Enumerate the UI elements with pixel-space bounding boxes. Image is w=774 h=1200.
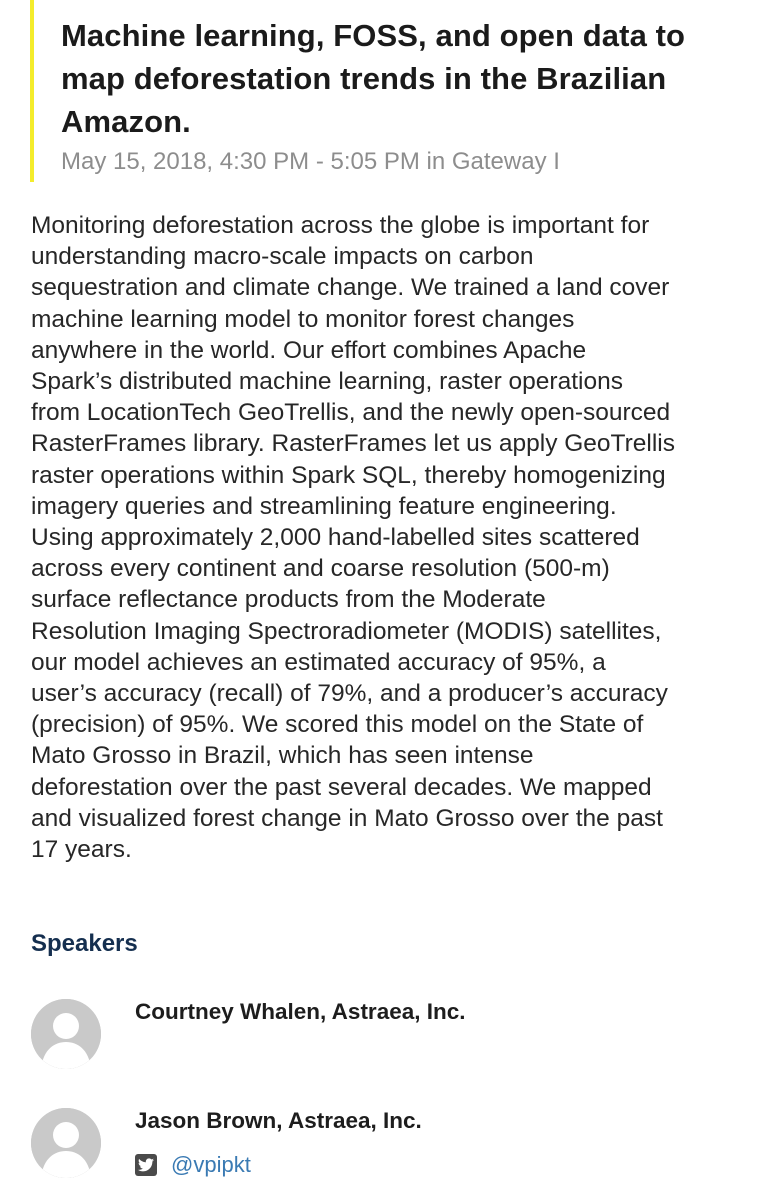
twitter-icon[interactable] bbox=[135, 1154, 157, 1176]
avatar bbox=[31, 999, 101, 1069]
abstract-line: anywhere in the world. Our effort combines Apache bbox=[31, 336, 587, 364]
abstract-line: sequestration and climate change. We trained a land cover bbox=[31, 274, 670, 302]
abstract-line: Monitoring deforestation across the globe is important for bbox=[31, 212, 650, 239]
abstract-line: user’s accuracy (recall) of 79%, and a producer’s accuracy bbox=[31, 680, 668, 708]
default-avatar-icon bbox=[31, 999, 101, 1069]
abstract-line: 17 years. bbox=[31, 836, 132, 864]
abstract-line: Spark’s distributed machine learning, raster operations bbox=[31, 368, 623, 396]
speakers-heading: Speakers bbox=[31, 930, 138, 957]
session-abstract bbox=[31, 210, 751, 865]
abstract-line: RasterFrames library. RasterFrames let us apply GeoTrellis bbox=[31, 430, 675, 458]
default-avatar-icon bbox=[31, 1108, 101, 1178]
abstract-line: machine learning model to monitor forest changes bbox=[31, 305, 575, 333]
abstract-line: and visualized forest change in Mato Grosso over the past bbox=[31, 804, 663, 832]
abstract-line: Mato Grosso in Brazil, which has seen intense bbox=[31, 742, 534, 770]
speaker-twitter-link[interactable] bbox=[135, 1152, 251, 1178]
session-header bbox=[30, 0, 750, 182]
speaker-item[interactable] bbox=[31, 1108, 731, 1200]
abstract-line: (precision) of 95%. We scored this model on the State of bbox=[31, 711, 644, 739]
speaker-name[interactable]: Jason Brown, Astraea, Inc. bbox=[135, 1108, 422, 1133]
abstract-line: across every continent and coarse resolution (500-m) bbox=[31, 555, 610, 583]
avatar bbox=[31, 1108, 101, 1178]
twitter-handle[interactable]: @vpipkt bbox=[171, 1152, 251, 1177]
session-title bbox=[61, 14, 750, 143]
abstract-line: Resolution Imaging Spectroradiometer (MODIS) satellites, bbox=[31, 617, 662, 645]
abstract-line: surface reflectance products from the Moderate bbox=[31, 586, 546, 614]
abstract-line: raster operations within Spark SQL, thereby homogenizing bbox=[31, 461, 666, 489]
abstract-line: our model achieves an estimated accuracy of 95%, a bbox=[31, 648, 606, 676]
abstract-line: from LocationTech GeoTrellis, and the newly open-sourced bbox=[31, 399, 671, 427]
abstract-line: imagery queries and streamlining feature engineering. bbox=[31, 492, 617, 520]
abstract-line: understanding macro-scale impacts on carbon bbox=[31, 243, 534, 271]
abstract-line: deforestation over the past several decades. We mapped bbox=[31, 773, 652, 801]
session-title-line: Machine learning, FOSS, and open data to bbox=[61, 18, 686, 53]
speaker-item[interactable] bbox=[31, 999, 731, 1079]
abstract-line: Using approximately 2,000 hand-labelled sites scattered bbox=[31, 524, 640, 552]
session-title-line: map deforestation trends in the Brazilian bbox=[61, 61, 667, 96]
speaker-name[interactable]: Courtney Whalen, Astraea, Inc. bbox=[135, 999, 466, 1024]
session-title-line: Amazon. bbox=[61, 104, 191, 139]
session-time-location: May 15, 2018, 4:30 PM - 5:05 PM in Gateway I bbox=[61, 148, 560, 175]
